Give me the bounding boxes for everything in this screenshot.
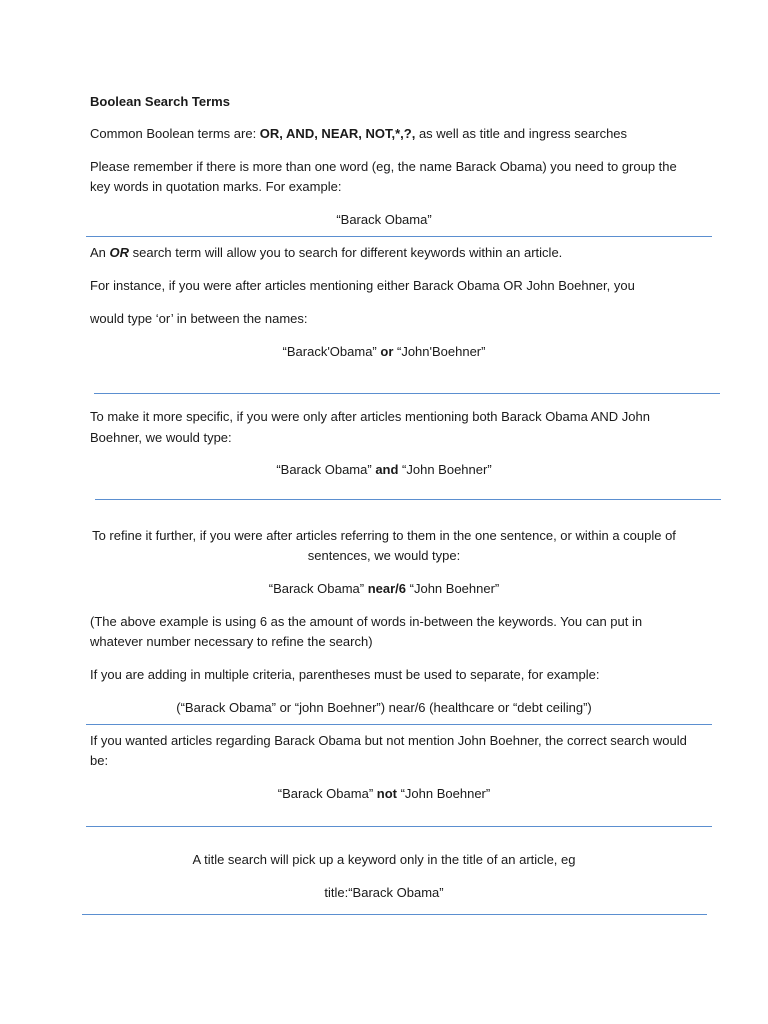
- multi-criteria-line: If you are adding in multiple criteria, parentheses must be used to separate, for example:: [90, 667, 600, 682]
- and-line-1: To make it more specific, if you were only after articles mentioning both Barack Obama AND John: [90, 409, 650, 424]
- or-intro-prefix: An: [90, 245, 110, 260]
- and-example-operator: and: [375, 462, 399, 477]
- and-example-right: “John Boehner”: [398, 462, 492, 477]
- or-example-right: “John'Boehner”: [393, 344, 486, 359]
- or-intro-line: [90, 243, 562, 263]
- example-quote: “Barack Obama”: [336, 212, 432, 227]
- not-example-left: “Barack Obama”: [277, 786, 377, 801]
- near-note-line-2: whatever number necessary to refine the search): [90, 634, 373, 649]
- heading-text: Boolean Search Terms: [90, 94, 230, 109]
- common-terms-prefix: Common Boolean terms are:: [90, 126, 260, 141]
- or-instance-line-1: For instance, if you were after articles mentioning either Barack Obama OR John Boehner, you: [90, 278, 635, 293]
- near-example-operator: near/6: [367, 581, 407, 596]
- and-example: [0, 460, 768, 480]
- not-example-right: “John Boehner”: [396, 786, 491, 801]
- and-example-left: “Barack Obama”: [276, 462, 376, 477]
- multi-criteria-example: (“Barack Obama” or “john Boehner”) near/6 (healthcare or “debt ceiling”): [176, 700, 592, 715]
- not-line-2: be:: [90, 753, 109, 768]
- divider-5: [86, 826, 712, 827]
- or-example: [0, 342, 768, 362]
- common-terms-list: OR, AND, NEAR, NOT,*,?,: [259, 126, 416, 141]
- or-example-operator: or: [380, 344, 394, 359]
- divider-1: [86, 236, 712, 237]
- remember-line-2: key words in quotation marks. For example:: [90, 179, 342, 194]
- or-intro-suffix: search term will allow you to search for different keywords within an article.: [129, 245, 563, 260]
- title-search-example: title:“Barack Obama”: [324, 885, 444, 900]
- divider-4: [86, 724, 712, 725]
- and-line-2: Boehner, we would type:: [90, 430, 232, 445]
- near-line-2: sentences, we would type:: [307, 548, 461, 563]
- not-line-1: If you wanted articles regarding Barack Obama but not mention John Boehner, the correct search would: [90, 733, 687, 748]
- near-example-right: “John Boehner”: [406, 581, 500, 596]
- common-terms-suffix: as well as title and ingress searches: [415, 126, 628, 141]
- near-line-1: To refine it further, if you were after articles referring to them in the one sentence, or within a couple of: [92, 528, 676, 543]
- divider-3: [95, 499, 721, 500]
- near-example-left: “Barack Obama”: [268, 581, 368, 596]
- remember-line-1: Please remember if there is more than one word (eg, the name Barack Obama) you need to group the: [90, 159, 677, 174]
- near-example: [0, 579, 768, 599]
- document-heading: [90, 92, 230, 112]
- divider-6: [82, 914, 707, 915]
- near-note-line-1: (The above example is using 6 as the amount of words in-between the keywords. You can put in: [90, 614, 643, 629]
- not-example: [0, 784, 768, 804]
- common-terms-line: [90, 124, 627, 144]
- or-term: OR: [109, 245, 130, 260]
- divider-2: [94, 393, 720, 394]
- not-example-operator: not: [376, 786, 397, 801]
- title-search-line: A title search will pick up a keyword only in the title of an article, eg: [192, 852, 576, 867]
- or-example-left: “Barack'Obama”: [282, 344, 381, 359]
- or-instance-line-2: would type ‘or’ in between the names:: [90, 311, 308, 326]
